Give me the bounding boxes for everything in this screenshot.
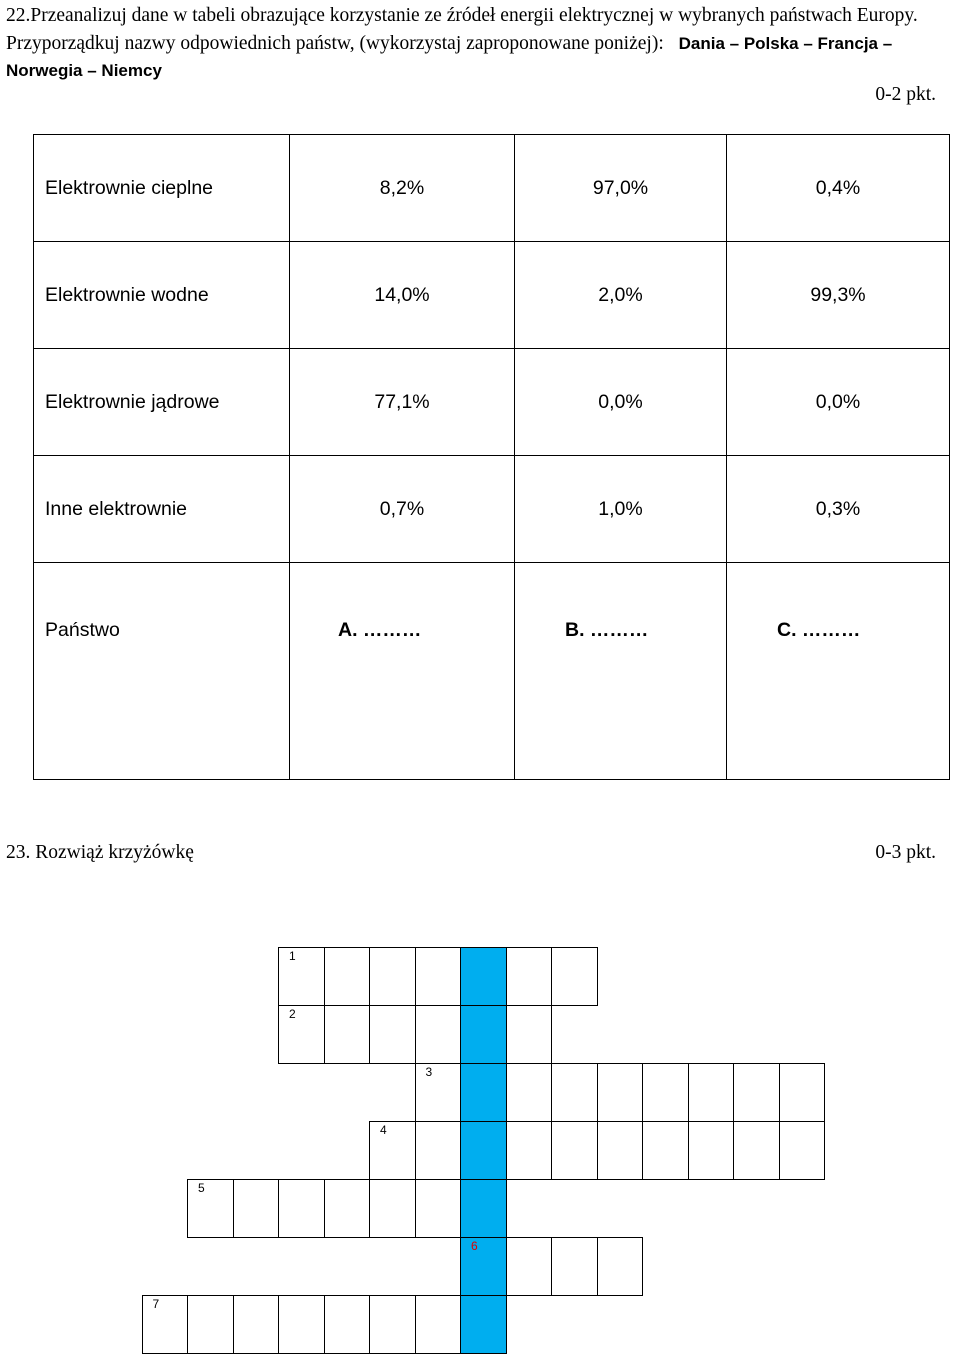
crossword-cell[interactable] <box>688 1063 735 1122</box>
table-cell: 77,1% <box>290 349 515 456</box>
row-label: Elektrownie cieplne <box>34 135 290 242</box>
clue-number: 5 <box>198 1181 205 1195</box>
crossword-cell[interactable] <box>415 1005 462 1064</box>
clue-number: 2 <box>289 1007 296 1021</box>
crossword-key-cell[interactable] <box>460 1295 507 1354</box>
task-23-points: 0-3 pkt. <box>875 842 936 863</box>
table-cell: 99,3% <box>727 242 950 349</box>
crossword-cell[interactable] <box>551 1121 598 1180</box>
crossword-cell[interactable] <box>278 1295 325 1354</box>
row-label: Państwo <box>34 563 290 780</box>
crossword-cell[interactable] <box>369 947 416 1006</box>
crossword-cell[interactable] <box>324 1179 371 1238</box>
table-cell: 0,3% <box>727 456 950 563</box>
crossword-cell[interactable] <box>324 1295 371 1354</box>
crossword-cell[interactable] <box>506 1005 553 1064</box>
crossword-cell[interactable] <box>506 1063 553 1122</box>
crossword-cell[interactable] <box>551 1237 598 1296</box>
crossword-cell[interactable] <box>506 947 553 1006</box>
crossword-cell[interactable] <box>324 947 371 1006</box>
table-cell: 97,0% <box>515 135 727 242</box>
crossword-cell[interactable] <box>597 1237 644 1296</box>
crossword-key-cell[interactable] <box>460 1237 507 1296</box>
crossword-cell[interactable] <box>415 947 462 1006</box>
row-label: Elektrownie jądrowe <box>34 349 290 456</box>
crossword-cell[interactable] <box>187 1179 234 1238</box>
crossword-cell[interactable] <box>551 1063 598 1122</box>
crossword-cell[interactable] <box>142 1295 189 1354</box>
crossword-cell[interactable] <box>278 947 325 1006</box>
crossword-key-cell[interactable] <box>460 1179 507 1238</box>
task-23-title: 23. Rozwiąż krzyżówkę <box>6 842 194 863</box>
row-label: Inne elektrownie <box>34 456 290 563</box>
crossword-cell[interactable] <box>187 1295 234 1354</box>
crossword-cell[interactable] <box>642 1063 689 1122</box>
clue-number: 4 <box>380 1123 387 1137</box>
crossword-cell[interactable] <box>278 1005 325 1064</box>
task-22-answer-options: Dania – Polska – Francja – Norwegia – Niemcy <box>6 33 893 80</box>
table-cell: 0,0% <box>515 349 727 456</box>
crossword-key-cell[interactable] <box>460 1005 507 1064</box>
clue-number: 7 <box>152 1297 160 1311</box>
crossword-cell[interactable] <box>369 1121 416 1180</box>
table-cell: 14,0% <box>290 242 515 349</box>
crossword-cell[interactable] <box>551 947 598 1006</box>
crossword-cell[interactable] <box>415 1179 462 1238</box>
table-cell: 0,0% <box>727 349 950 456</box>
crossword-cell[interactable] <box>733 1063 780 1122</box>
crossword-cell[interactable] <box>415 1295 462 1354</box>
crossword-cell[interactable] <box>278 1179 325 1238</box>
task-22-number: 22 <box>6 5 26 26</box>
crossword-cell[interactable] <box>733 1121 780 1180</box>
country-answer-a[interactable]: A. ……… <box>290 563 515 780</box>
table-cell: 8,2% <box>290 135 515 242</box>
crossword-cell[interactable] <box>688 1121 735 1180</box>
crossword-cell[interactable] <box>779 1121 826 1180</box>
crossword-cell[interactable] <box>369 1005 416 1064</box>
clue-number: 3 <box>425 1065 433 1079</box>
crossword-cell[interactable] <box>506 1121 553 1180</box>
row-label: Elektrownie wodne <box>34 242 290 349</box>
crossword-cell[interactable] <box>415 1063 462 1122</box>
crossword-cell[interactable] <box>324 1005 371 1064</box>
table-cell: 1,0% <box>515 456 727 563</box>
country-answer-c[interactable]: C. ……… <box>727 563 950 780</box>
crossword-cell[interactable] <box>233 1295 280 1354</box>
table-cell: 0,4% <box>727 135 950 242</box>
crossword-cell[interactable] <box>369 1179 416 1238</box>
table-cell: 0,7% <box>290 456 515 563</box>
crossword-key-cell[interactable] <box>460 1063 507 1122</box>
country-answer-b[interactable]: B. ……… <box>515 563 727 780</box>
crossword-cell[interactable] <box>779 1063 826 1122</box>
task-22-points: 0-2 pkt. <box>875 84 936 105</box>
table-cell: 2,0% <box>515 242 727 349</box>
clue-number: 6 <box>471 1239 478 1253</box>
crossword-cell[interactable] <box>369 1295 416 1354</box>
crossword-cell[interactable] <box>506 1237 553 1296</box>
task-22-text: .Przeanalizuj dane w tabeli obrazujące korzystanie ze źródeł energii elektrycznej w wybranych państwach Europy. Przyporządkuj nazwy odpowiednich państw, (wykorzystaj zaproponowane poniżej): <box>6 5 918 54</box>
crossword-cell[interactable] <box>597 1121 644 1180</box>
crossword-cell[interactable] <box>597 1063 644 1122</box>
crossword-cell[interactable] <box>233 1179 280 1238</box>
crossword-key-cell[interactable] <box>460 947 507 1006</box>
crossword-key-cell[interactable] <box>460 1121 507 1180</box>
clue-number: 1 <box>289 949 296 963</box>
crossword-cell[interactable] <box>642 1121 689 1180</box>
crossword-cell[interactable] <box>415 1121 462 1180</box>
